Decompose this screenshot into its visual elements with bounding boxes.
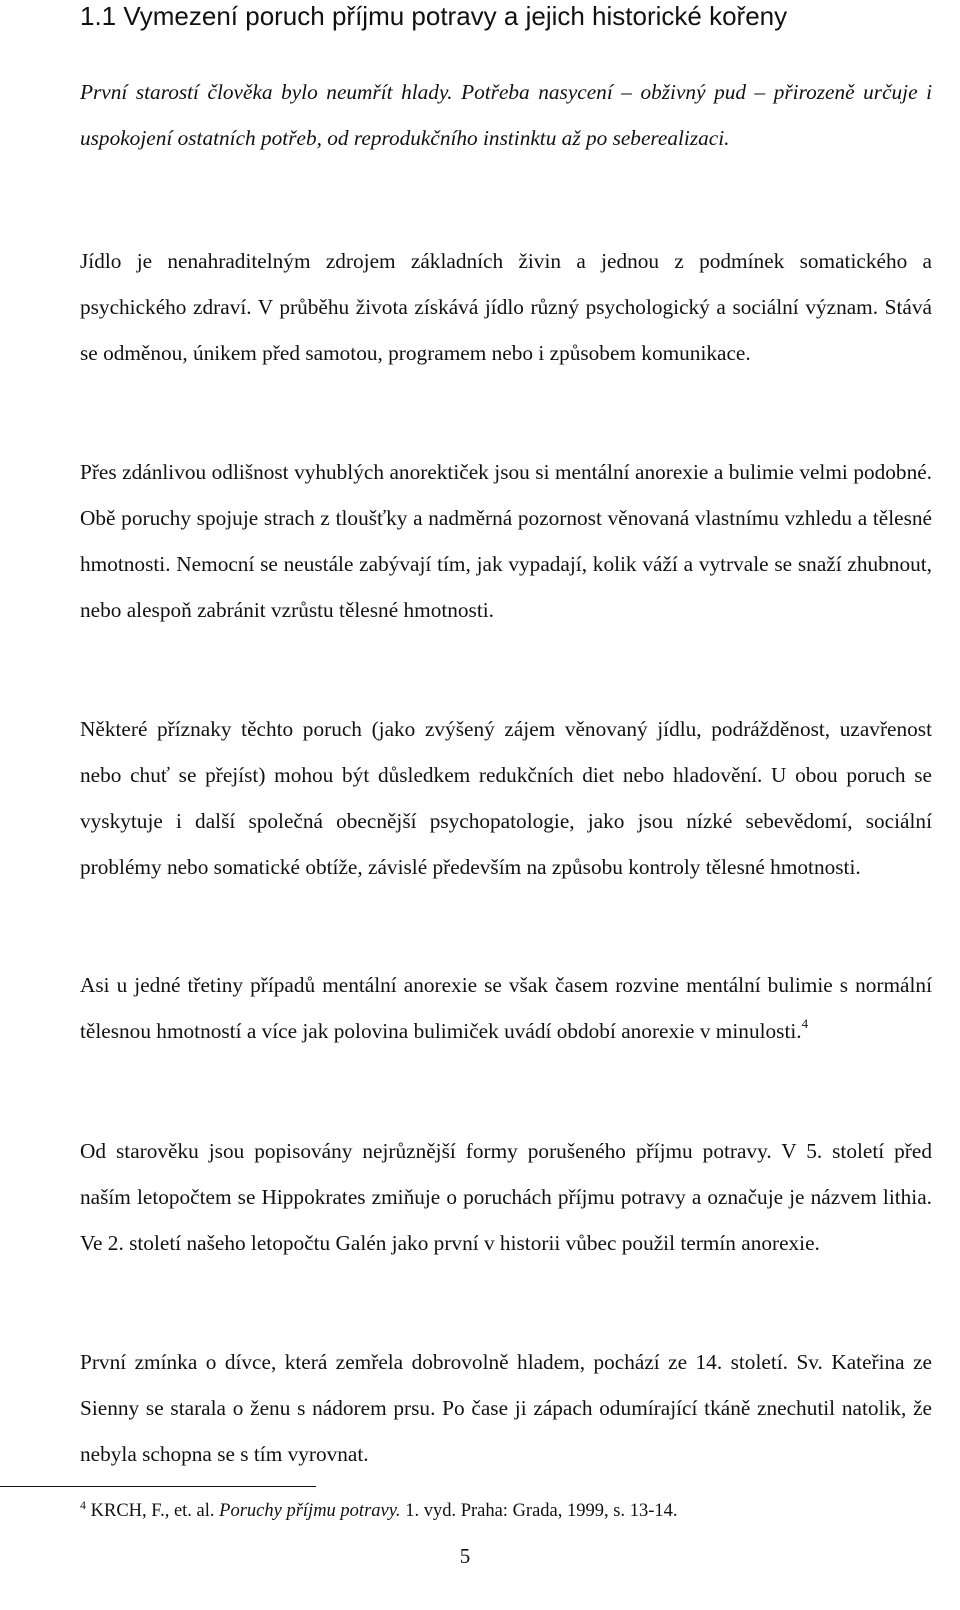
paragraph-prevalence bbox=[80, 962, 932, 1054]
paragraph-food-importance: Jídlo je nenahraditelným zdrojem základních živin a jednou z podmínek somatického a psychického zdraví. V průběhu života získává jídlo různý psychologický a sociální význam. Stává se odměnou, únikem před samotou, programem nebo i způsobem komunikace. bbox=[80, 249, 932, 365]
paragraph-symptoms: Některé příznaky těchto poruch (jako zvýšený zájem věnovaný jídlu, podrážděnost, uzavřenost nebo chuť se přejíst) mohou být důsledkem redukčních diet nebo hladovění. U obou poruch se vyskytuje i další společná obecnější psychopatologie, jako jsou nízké sebevědomí, sociální problémy nebo somatické obtíže, závislé především na způsobu kontroly tělesné hmotnosti. bbox=[80, 717, 932, 879]
section-heading: 1.1 Vymezení poruch příjmu potravy a jejich historické kořeny bbox=[80, 1, 788, 31]
footnote-marker: 4 bbox=[80, 1498, 86, 1512]
footnote-authors: KRCH, F., et. al. bbox=[90, 1501, 215, 1521]
page-number: 5 bbox=[459, 1544, 471, 1568]
footnote-separator bbox=[0, 1486, 316, 1487]
paragraph-intro: První starostí člověka bylo neumřít hlady. Potřeba nasycení – obživný pud – přirozeně určuje i uspokojení ostatních potřeb, od reprodukčního instinktu až po seberealizaci. bbox=[80, 80, 932, 150]
footnote bbox=[80, 1498, 932, 1524]
paragraph-prevalence-text: Asi u jedné třetiny případů mentální anorexie se však časem rozvine mentální bulimie s normální tělesnou hmotností a více jak polovina bulimiček uvádí období anorexie v minulosti. bbox=[80, 973, 932, 1043]
paragraph-first-mention: První zmínka o dívce, která zemřela dobrovolně hladem, pochází ze 14. století. Sv. Kateřina ze Sienny se starala o ženu s nádorem prsu. Po čase ji zápach odumírající tkáně znechutil natolik, že nebyla schopna se s tím vyrovnat. bbox=[80, 1350, 932, 1466]
paragraph-history: Od starověku jsou popisovány nejrůznější formy porušeného příjmu potravy. V 5. století před naším letopočtem se Hippokrates zmiňuje o poruchách příjmu potravy a označuje je názvem lithia. Ve 2. století našeho letopočtu Galén jako první v historii vůbec použil termín anorexie. bbox=[80, 1139, 932, 1255]
footnote-title: Poruchy příjmu potravy. bbox=[219, 1501, 401, 1521]
footnote-reference[interactable]: 4 bbox=[801, 1016, 809, 1031]
paragraph-anorexia-bulimia-similarity: Přes zdánlivou odlišnost vyhublých anorektiček jsou si mentální anorexie a bulimie velmi podobné. Obě poruchy spojuje strach z tloušťky a nadměrná pozornost věnovaná vlastnímu vzhledu a tělesné hmotnosti. Nemocní se neustále zabývají tím, jak vypadají, kolik váží a vytrvale se snaží zhubnout, nebo alespoň zabránit vzrůstu tělesné hmotnosti. bbox=[80, 460, 932, 622]
footnote-details: 1. vyd. Praha: Grada, 1999, s. 13-14. bbox=[405, 1501, 678, 1521]
